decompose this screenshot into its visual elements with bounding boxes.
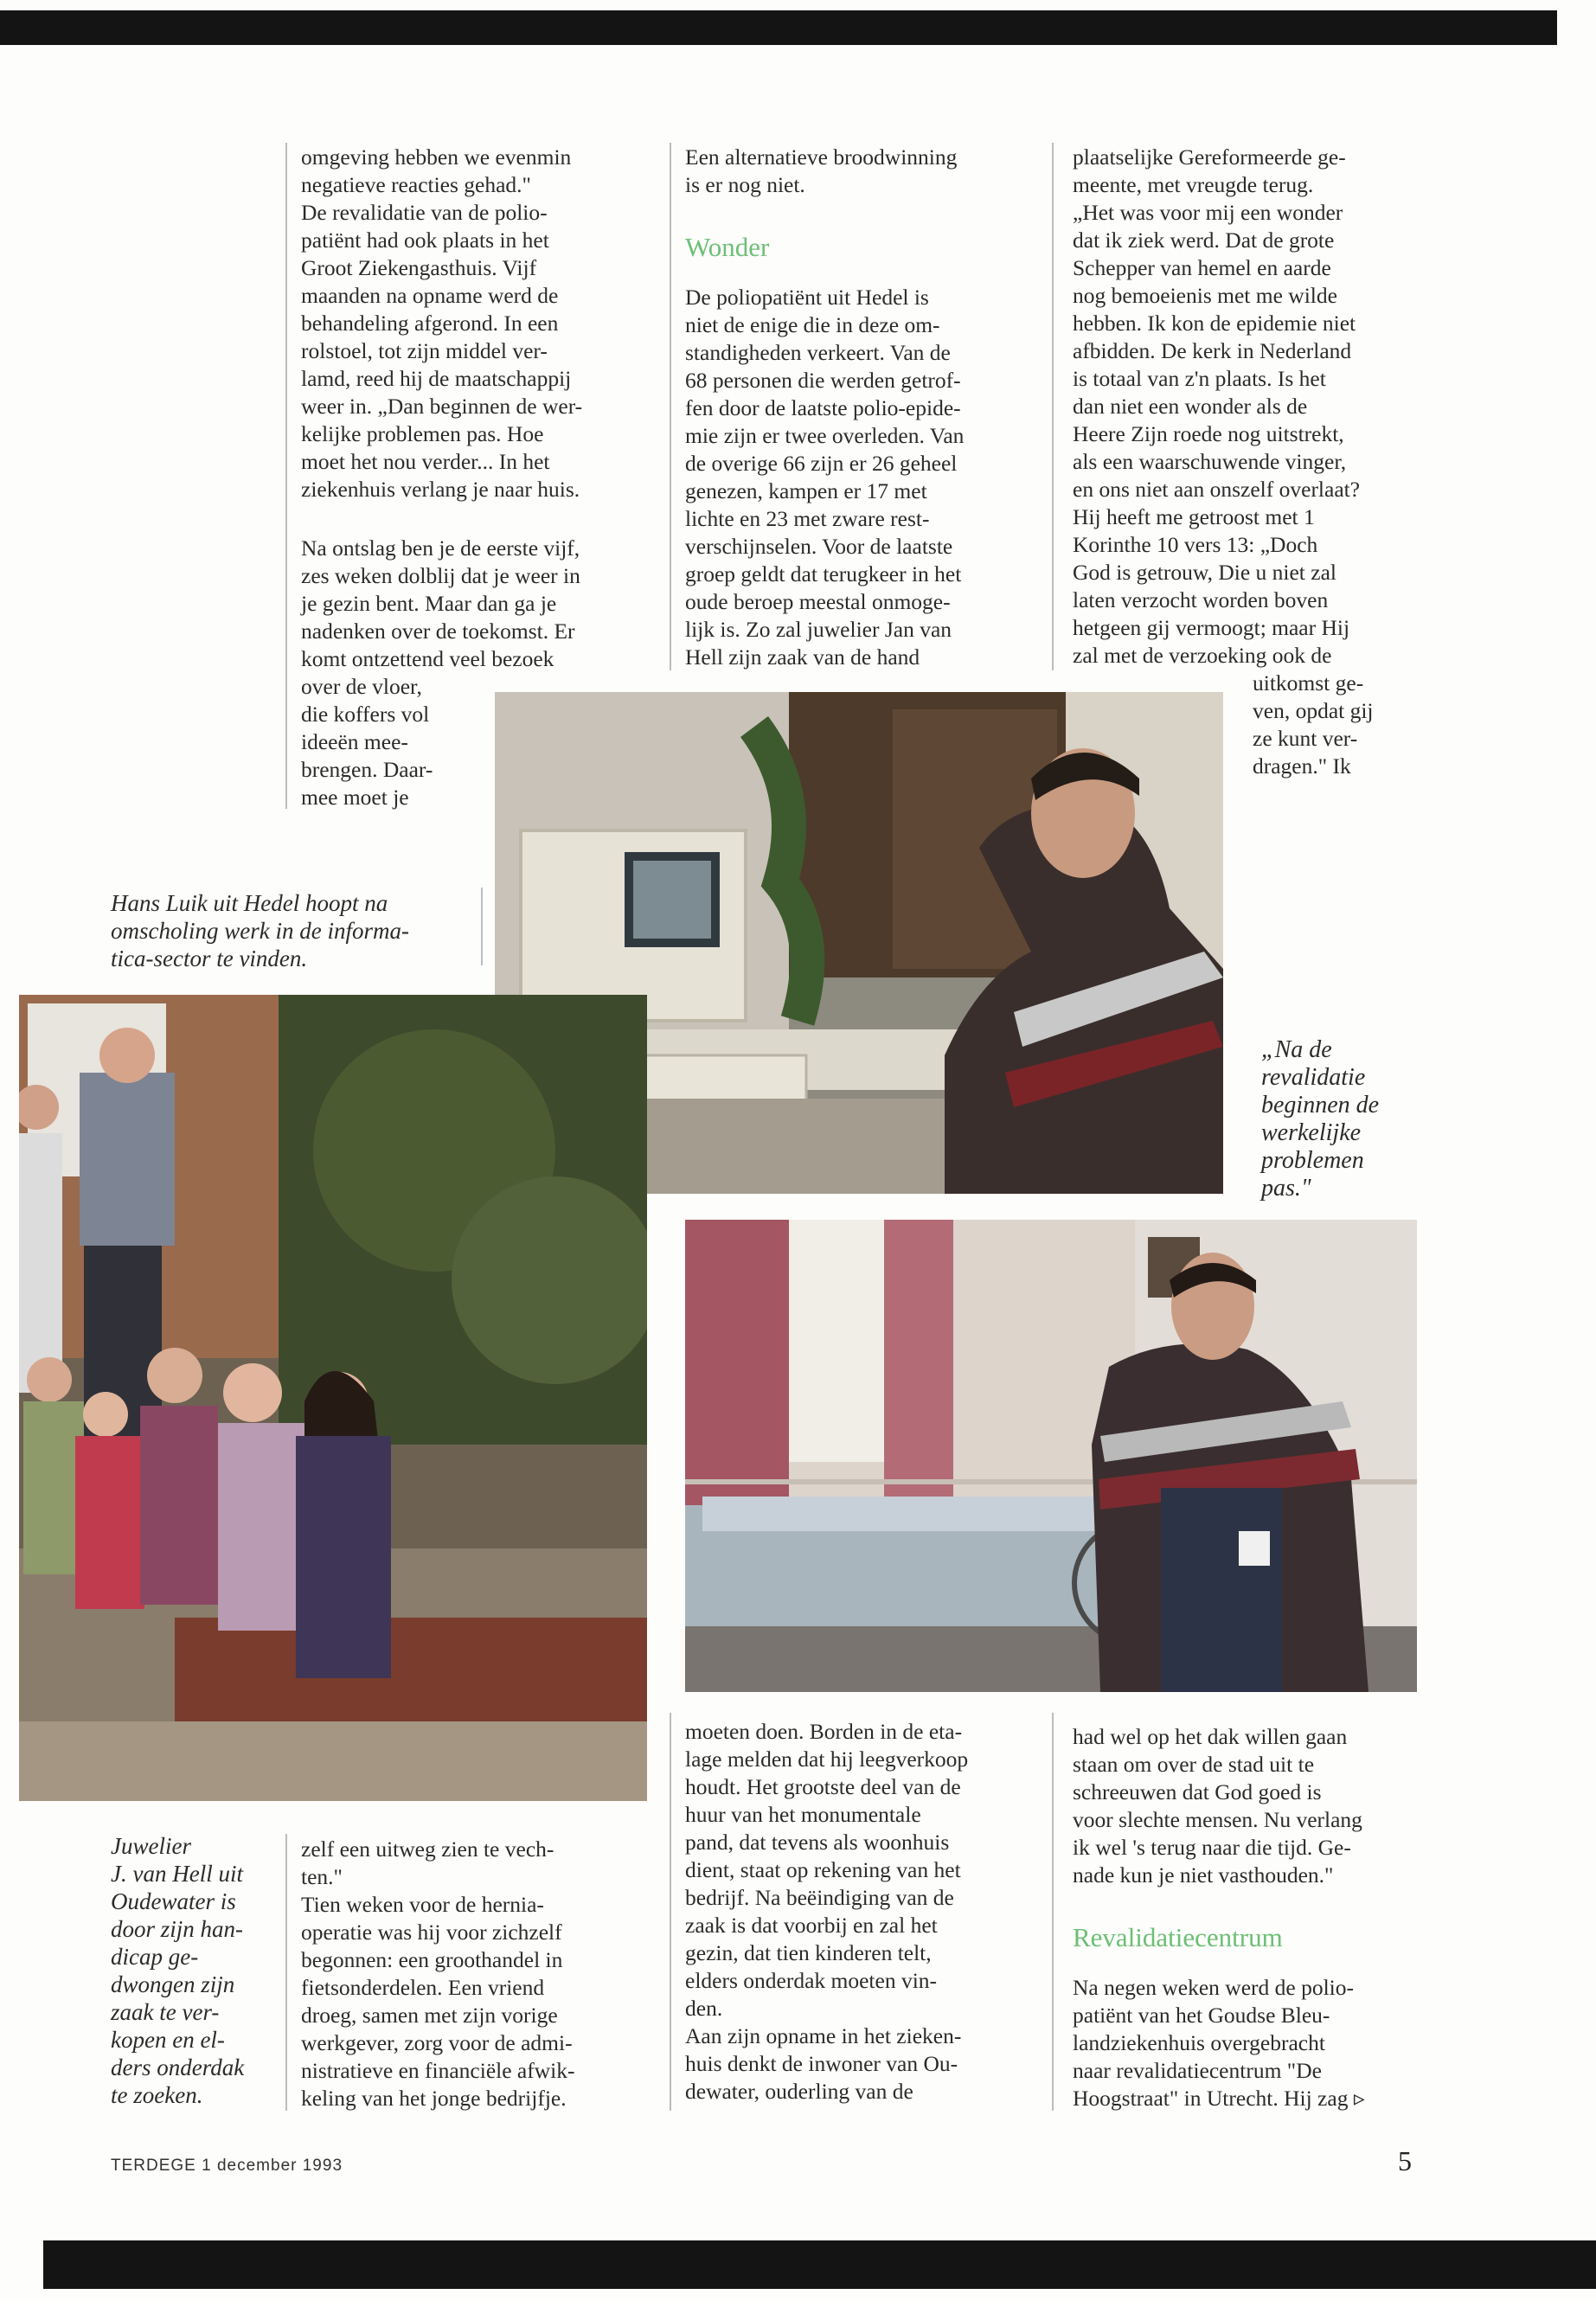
column-1-top-text: omgeving hebben we evenmin negatieve reacties gehad." De revalidatie van de polio- patiënt had ook plaats in het Groot Ziekengasthuis. Vijf maanden na opname werd de behandeling afgerond. In een rolstoel, tot zijn middel ver- lamd, reed hij de maatschappij weer in. „Dan beginnen de wer- kelijke problemen pas. Hoe moet het nou verder... In het ziekenhuis verlang je naar huis. — [301, 144, 583, 502]
top-bar — [0, 10, 1557, 45]
column-2-top-text: Een alternatieve broodwinning is er nog niet. — [685, 144, 958, 197]
bottom-bar — [43, 2240, 1596, 2289]
page-number: 5 — [1398, 2145, 1412, 2176]
caption-rule — [481, 888, 483, 965]
heading-revalidatiecentrum: Revalidatiecentrum — [1073, 1922, 1283, 1952]
column-1-middle-text: Na ontslag ben je de eerste vijf, zes weken dolblij dat je weer in je gezin bent. Maar dan ga je nadenken over de toekomst. Er komt ontzettend veel bezoek over de vloer, die koffers vol ideeën mee- brengen. Daar- mee moet je — [301, 535, 580, 810]
heading-wonder: Wonder — [685, 232, 770, 262]
photo-man-wheelchair — [685, 1220, 1417, 1692]
column-rule — [670, 143, 671, 670]
caption-rule — [285, 1834, 287, 2111]
column-rule — [670, 1713, 671, 2111]
column-3-narrow-text: uitkomst ge- ven, opdat gij ze kunt ver- dragen." Ik — [1253, 670, 1374, 779]
pull-quote: „Na de revalidatie beginnen de werkelijke problemen pas." — [1261, 1036, 1380, 1202]
column-3-end-text: Na negen weken werd de polio- patiënt van het Goudse Bleu- landziekenhuis overgebracht naar revalidatiecentrum "De Hoogstraat" in Utrecht. Hij zag ▹ — [1073, 1975, 1365, 2111]
column-2-bottom-text: moeten doen. Borden in de eta- lage melden dat hij leegverkoop houdt. Het grootste deel van de huur van het monumentale pand, dat tevens als woonhuis dient, staat op rekening van het bedrijf. Na beëindiging van de zaak is dat voorbij en zal het gezin, dat tien kinderen telt, elders onderdak moeten vin- den. Aan zijn opname in het zieken- huis denkt de inwoner van Ou- dewater, ouderling van de — [685, 1719, 969, 2104]
column-3-bottom-text: had wel op het dak willen gaan staan om over de stad uit te schreeuwen dat God goed is voor slechte mensen. Nu verlang ik wel 's terug naar die tijd. Ge- nade kun je niet vasthouden." — [1073, 1724, 1362, 1888]
column-rule — [1052, 143, 1054, 670]
publication-footer: TERDEGE 1 december 1993 — [111, 2157, 343, 2175]
caption-juwelier: Juwelier J. van Hell uit Oudewater is door zijn han- dicap ge- dwongen zijn zaak te ver- kopen en el- ders onderdak te zoeken. — [111, 1833, 245, 2108]
column-rule — [1052, 1713, 1054, 2111]
column-2-body-text: De poliopatiënt uit Hedel is niet de enige die in deze om- standigheden verkeert. Van de 68 personen die werden getrof- fen door de laatste polio-epide- mie zijn er twee overleden. Van de overige 66 zijn er 26 geheel genezen, kampen er 17 met lichte en 23 met zware rest- verschijnselen. Voor de laatste groep geldt dat terugkeer in het oude beroep meestal onmoge- lijk is. Zo zal juwelier Jan van Hell zijn zaak van de hand — [685, 285, 965, 670]
column-rule — [285, 143, 287, 809]
column-1-bottom-text: zelf een uitweg zien te vech- ten." Tien weken voor de hernia- operatie was hij voor zichzelf begonnen: een groothandel in fietsonderdelen. Een vriend droeg, samen met zijn vorige werkgever, zorg voor de admi- nistratieve en financiële afwik- keling van het jonge bedrijfje. — [301, 1836, 575, 2111]
photo-family-children — [19, 995, 647, 1801]
column-3-top-text: plaatselijke Gereformeerde ge- meente, met vreugde terug. „Het was voor mij een wonder dat ik ziek werd. Dat de grote Schepper van hemel en aarde nog bemoeienis met me wilde hebben. Ik kon de epidemie niet afbidden. De kerk in Nederland is totaal van z'n plaats. Is het dan niet een wonder als de Heere Zijn roede nog uitstrekt, als een waarschuwende vinger, en ons niet aan onszelf overlaat? Hij heeft me getroost met 1 Korinthe 10 vers 13: „Doch God is getrouw, Die u niet zal laten verzocht worden boven hetgeen gij vermoogt; maar Hij zal met de verzoeking ook de — [1073, 144, 1361, 668]
caption-hans-luik: Hans Luik uit Hedel hoopt na omscholing werk in de informa- tica-sector te vinden. — [111, 890, 409, 971]
